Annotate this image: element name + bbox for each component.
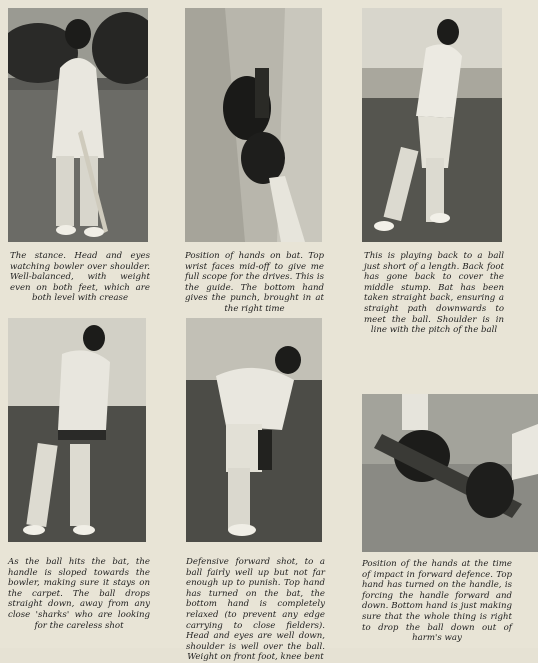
- caption-ball-hits-bat: As the ball hits the bat, the handle is sloped towards the bowler, making sure it stays on the carpet. The ball drops straight down, away from any close 'sharks' who are looking for the careless shot: [8, 557, 150, 631]
- caption-hands-at-impact: Position of the hands at the time of impact in forward defence. Top hand has turned on the handle, is forcing the handle forward and down. Bottom hand is just making sure that the whole thing is right to drop the ball down out of harm's way: [362, 559, 512, 644]
- caption-playing-back: This is playing back to a ball just short of a length. Back foot has gone back to cover the middle stump. Bat has been taken straight back, ensuring a straight path downwards to meet the ball. Shoulder is in line with the pitch of the ball: [364, 251, 504, 336]
- caption-hands-grip: Position of hands on bat. Top wrist faces mid-off to give me full scope for the drives. This is the guide. The bottom hand gives the punch, brought in at the right time: [185, 251, 324, 314]
- photo-stance: [8, 8, 148, 242]
- photo-defensive-forward: [186, 318, 322, 542]
- photo-ball-hits-bat: [8, 318, 146, 542]
- photo-hands-at-impact: [362, 394, 538, 552]
- photo-hands-grip: [185, 8, 322, 242]
- caption-defensive-forward: Defensive forward shot, to a ball fairly well up but not far enough up to punish. Top hand has turned on the bat, the bottom hand is completely relaxed (to prevent any edge carrying to close fielders). Head and eyes are well down, shoulder is well over the ball. Weight on front foot, knee bent: [186, 557, 325, 663]
- caption-stance: The stance. Head and eyes watching bowler over shoulder. Well-balanced, with weight even on both feet, which are both level with crease: [10, 251, 150, 304]
- photo-playing-back: [362, 8, 502, 242]
